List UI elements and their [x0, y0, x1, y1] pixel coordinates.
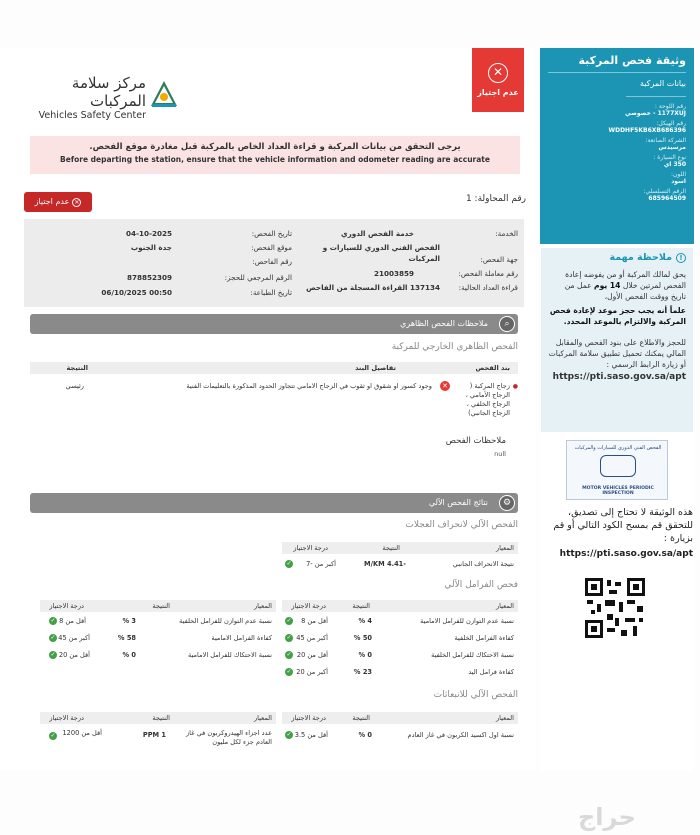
note-paragraph-2: علماً أنه يجب حجز موعد لإعادة فحص المركبة والالتزام بالموعد المحدد. — [549, 306, 686, 326]
check-icon: ✓ — [50, 617, 56, 624]
row-grade: أقل من 8 — [59, 617, 86, 625]
row-grade: أقل من 1200 — [62, 729, 102, 737]
entity-label: جهة الفحص: — [480, 255, 518, 264]
row-standard: نسبة اول اكسيد الكربون في غاز العادم — [407, 731, 514, 739]
row-grade: أقل من 20 — [296, 651, 328, 659]
check-icon: ✓ — [286, 560, 292, 567]
h-standard: المعيار — [253, 602, 272, 610]
h-standard: المعيار — [253, 714, 272, 722]
h-grade: درجة الاجتياز — [49, 602, 84, 610]
visual-row — [30, 378, 518, 426]
note-title: ملاحظة مهمة — [609, 252, 672, 263]
row-result: 0 % — [358, 731, 372, 739]
h-standard: المعيار — [495, 602, 514, 610]
watermark: حراج — [578, 803, 636, 831]
h-grade: درجة الاجتياز — [291, 714, 326, 722]
row-standard: كفاءة الفرامل الامامية — [211, 634, 272, 642]
wheel-section-title: الفحص الآلي لانحراف العجلات — [405, 520, 518, 530]
row-standard: عدد اجزاء الهيدروكربون في غاز العادم جزء لكل مليون — [185, 729, 272, 746]
item-line-3: الزجاج الخلفي ، — [466, 400, 510, 408]
h-standard: المعيار — [495, 714, 514, 722]
entity-value-1: الفحص الفني الدوري للسيارات و — [322, 243, 440, 252]
row-standard: نتيجة الانحراف الجانبي — [452, 560, 514, 568]
brake-row — [282, 629, 518, 646]
h-result: النتيجة — [352, 602, 370, 610]
visual-table-header — [30, 362, 518, 374]
logo-english: Vehicles Safety Center — [38, 110, 146, 121]
h-grade: درجة الاجتياز — [49, 714, 84, 722]
stamp-subtitle: MOTOR VEHICLES PERIODIC INSPECTION — [582, 486, 654, 496]
row-grade: أكبر من 20 — [296, 668, 328, 676]
sidebar-title: وثيقة فحص المركبة — [548, 54, 686, 73]
sidebar-subtitle: بيانات المركبة — [639, 79, 686, 88]
auto-bar-title: نتائج الفحص الآلي — [428, 498, 488, 507]
fail-ribbon — [472, 48, 524, 112]
row-result: 58 % — [117, 634, 136, 642]
row-standard: نسبة عدم التوازن للفرامل الخلفية — [179, 617, 272, 625]
field-serial — [548, 188, 686, 202]
field-value: 685964509 — [648, 195, 686, 202]
row-standard: نسبة الاحتكاك للفرامل الامامية — [188, 651, 272, 659]
row-result: 4 % — [358, 617, 372, 625]
emis-left-header — [40, 712, 276, 724]
ribbon-label: عدم اجتياز — [477, 88, 519, 97]
row-grade: أكبر من -7 — [306, 560, 336, 568]
row-result: 50 % — [353, 634, 372, 642]
row-result: 0 % — [122, 651, 136, 659]
verify-text: هذه الوثيقة لا تحتاج إلى تصديق، للتحقق قم بمسح الكود التالي أو قم بزيارة : — [553, 507, 693, 544]
service-value: خدمة الفحص الدوري — [341, 229, 414, 238]
wheel-row — [282, 554, 518, 574]
h-result: النتيجة — [152, 602, 170, 610]
fail-x-icon: ✕ — [440, 381, 450, 391]
verify-block — [541, 506, 693, 561]
col-detail: تفاصيل البند — [355, 364, 396, 372]
auto-results-bar — [30, 493, 518, 513]
check-icon: ✓ — [50, 634, 56, 641]
inspection-stamp — [566, 440, 668, 500]
row-standard: كفاءة فرامل اليد — [468, 668, 514, 676]
entity-value-2: المركبات — [408, 254, 440, 263]
check-icon: ✓ — [286, 731, 292, 738]
magnifier-icon: ⌕ — [499, 316, 515, 332]
row-result: 23 % — [353, 668, 372, 676]
item-line-2: الزجاج الأمامي ، — [465, 391, 510, 399]
note-text: يحق لمالك المركبة أو من يفوضه إعادة الفحص لمرتين خلال — [565, 270, 686, 290]
close-circle-icon: ✕ — [488, 63, 508, 83]
service-label: الخدمة: — [495, 229, 518, 238]
vehicle-panel — [540, 48, 694, 244]
field-label: اللون: — [670, 171, 686, 178]
field-value: مرسيدس — [658, 144, 686, 151]
row-result: 0 % — [358, 651, 372, 659]
brake-table-right — [282, 600, 518, 680]
warning-arabic: يرجى التحقق من بيانات المركبة و قراءة العداد الخاص بالمركبة قبل مغادرة موقع الفحص. — [89, 142, 461, 152]
check-icon: ✓ — [286, 634, 292, 641]
site-value: جدة الجنوب — [130, 243, 172, 252]
inspection-info — [24, 219, 524, 307]
brake-left-header — [40, 600, 276, 612]
vsc-logo-text — [28, 74, 146, 121]
row-standard: كفاءة الفرامل الخلفية — [454, 634, 514, 642]
h-result: النتيجة — [352, 714, 370, 722]
brake-row — [282, 646, 518, 663]
check-icon: ✓ — [286, 668, 292, 675]
field-plate — [548, 103, 686, 117]
status-badge-label: عدم اجتياز — [34, 197, 70, 206]
item-line-1: زجاج المركبة ( — [469, 382, 510, 390]
field-vin — [548, 120, 686, 134]
emissions-table-left — [40, 712, 276, 754]
check-icon: ✓ — [286, 617, 292, 624]
field-value: اسود — [671, 178, 686, 185]
field-label: نوع السيارة : — [653, 154, 686, 161]
notes-value: null — [494, 450, 506, 458]
check-icon: ✓ — [286, 651, 292, 658]
print-date-label: تاريخ الطباعة: — [250, 288, 292, 297]
brake-right-header — [282, 600, 518, 612]
col-item: بند الفحص — [475, 364, 510, 372]
visual-notes-bar — [30, 314, 518, 334]
ref-label: الرقم المرجعي للحجز: — [224, 273, 292, 282]
field-value: 350 اي — [663, 161, 686, 168]
wheel-table — [282, 542, 518, 574]
row-grade: أقل من 8 — [301, 617, 328, 625]
verify-url-link[interactable]: https://pti.saso.gov.sa/apt — [559, 549, 693, 559]
brake-table-left — [40, 600, 276, 663]
visual-section-title: الفحص الظاهري الخارجي للمركبة — [391, 342, 518, 352]
check-icon: ✓ — [50, 651, 56, 658]
field-label: الرقم التسلسلي: — [643, 188, 686, 195]
field-label: رقم الهيكل: — [656, 120, 686, 127]
item-detail: وجود كسور او شقوق او ثقوب في الزجاج الامامي تتجاوز الحدود المذكورة بالتعليمات الفنية — [186, 382, 432, 390]
brake-row — [282, 612, 518, 629]
date-label: تاريخ الفحص: — [251, 229, 292, 238]
odometer-label: قراءة العداد الحالية: — [458, 283, 518, 292]
warning-banner — [30, 136, 520, 174]
row-result: 3 % — [122, 617, 136, 625]
h-result: النتيجة — [382, 544, 400, 552]
field-label: رقم اللوحة : — [654, 103, 686, 110]
brake-row — [40, 629, 276, 646]
note-text-end: عمل من تاريخ ووقت الفحص الأول، — [564, 281, 686, 301]
row-result: M/KM 4.41- — [364, 560, 406, 568]
vsc-logo-icon — [150, 80, 178, 108]
date-value: 04-10-2025 — [126, 229, 172, 238]
wheel-table-header — [282, 542, 518, 554]
info-icon: ! — [676, 253, 686, 263]
status-badge — [24, 192, 92, 212]
field-value: 1177XUJ - خصوصي — [625, 110, 686, 117]
row-standard: نسبة الاحتكاك للفرامل الخلفية — [431, 651, 514, 659]
emis-row — [40, 724, 276, 754]
field-color — [548, 171, 686, 185]
row-grade: أكبر من 45 — [296, 634, 328, 642]
field-maker — [548, 137, 686, 151]
warning-english: Before departing the station, ensure that the vehicle information and odometer reading are accurate — [60, 155, 490, 164]
brake-section-title: فحص الفرامل الآلي — [444, 580, 518, 590]
emis-row — [282, 724, 518, 746]
note-days: 14 يوم — [594, 281, 621, 290]
note-paragraph-1 — [548, 269, 686, 302]
row-grade: أقل من 20 — [58, 651, 90, 659]
emis-right-header — [282, 712, 518, 724]
divider — [626, 96, 686, 97]
car-icon — [600, 455, 636, 477]
important-note — [541, 248, 693, 432]
txn-label: رقم معاملة الفحص: — [458, 269, 518, 278]
stamp-title: الفحص الفني الدوري للسيارات والمركبات — [574, 445, 662, 451]
h-result: النتيجة — [152, 714, 170, 722]
emissions-table-right — [282, 712, 518, 746]
note-header — [548, 252, 686, 263]
odometer-value: 137134 القراءة المسجلة من الفاحص — [306, 283, 440, 292]
print-date-value: 00:50 06/10/2025 — [101, 288, 172, 297]
brake-row — [40, 646, 276, 663]
bullet-icon: ● — [512, 383, 518, 390]
visual-bar-title: ملاحظات الفحص الظاهري — [400, 319, 488, 328]
h-grade: درجة الاجتياز — [293, 544, 328, 552]
brake-row — [40, 612, 276, 629]
note-url-link[interactable]: https://pti.saso.gov.sa/apt — [552, 372, 686, 382]
col-result: النتيجة — [66, 364, 88, 372]
row-grade: أقل من 3.5 — [294, 731, 328, 739]
row-standard: نسبة عدم التوازن للفرامل الامامية — [420, 617, 514, 625]
item-line-4: الزجاج الجانبي) — [468, 409, 510, 417]
emissions-section-title: الفحص الآلي للانبعاثات — [433, 690, 518, 700]
inspector-label: رقم الفاحص: — [252, 257, 292, 266]
brake-row — [282, 663, 518, 680]
attempt-number: رقم المحاولة: 1 — [465, 194, 526, 204]
ref-value: 878852309 — [126, 273, 172, 282]
notes-label: ملاحظات الفحص — [445, 436, 506, 446]
row-result: PPM 1 — [142, 731, 166, 739]
check-icon: ✓ — [50, 732, 56, 739]
h-grade: درجة الاجتياز — [291, 602, 326, 610]
field-model — [548, 154, 686, 168]
txn-value: 21003859 — [373, 269, 414, 278]
site-label: موقع الفحص: — [251, 243, 292, 252]
h-standard: المعيار — [495, 544, 514, 552]
logo-arabic: مركز سلامة المركبات — [71, 74, 146, 110]
qr-code[interactable] — [585, 578, 645, 638]
field-value: WDDHF5KB6XB686396 — [608, 127, 686, 134]
field-label: الشركة الصانعة: — [645, 137, 686, 144]
item-result: رئيسي — [65, 382, 84, 390]
note-paragraph-3: للحجز والاطلاع على بنود الفحص والمقابل المالي يمكنك تحميل تطبيق سلامة المركبات أو زيارة الرابط الرسمي : — [548, 338, 686, 369]
row-grade: أكبر من 45 — [58, 634, 90, 642]
close-icon: ✕ — [74, 199, 80, 206]
gear-icon: ⚙ — [499, 495, 515, 511]
